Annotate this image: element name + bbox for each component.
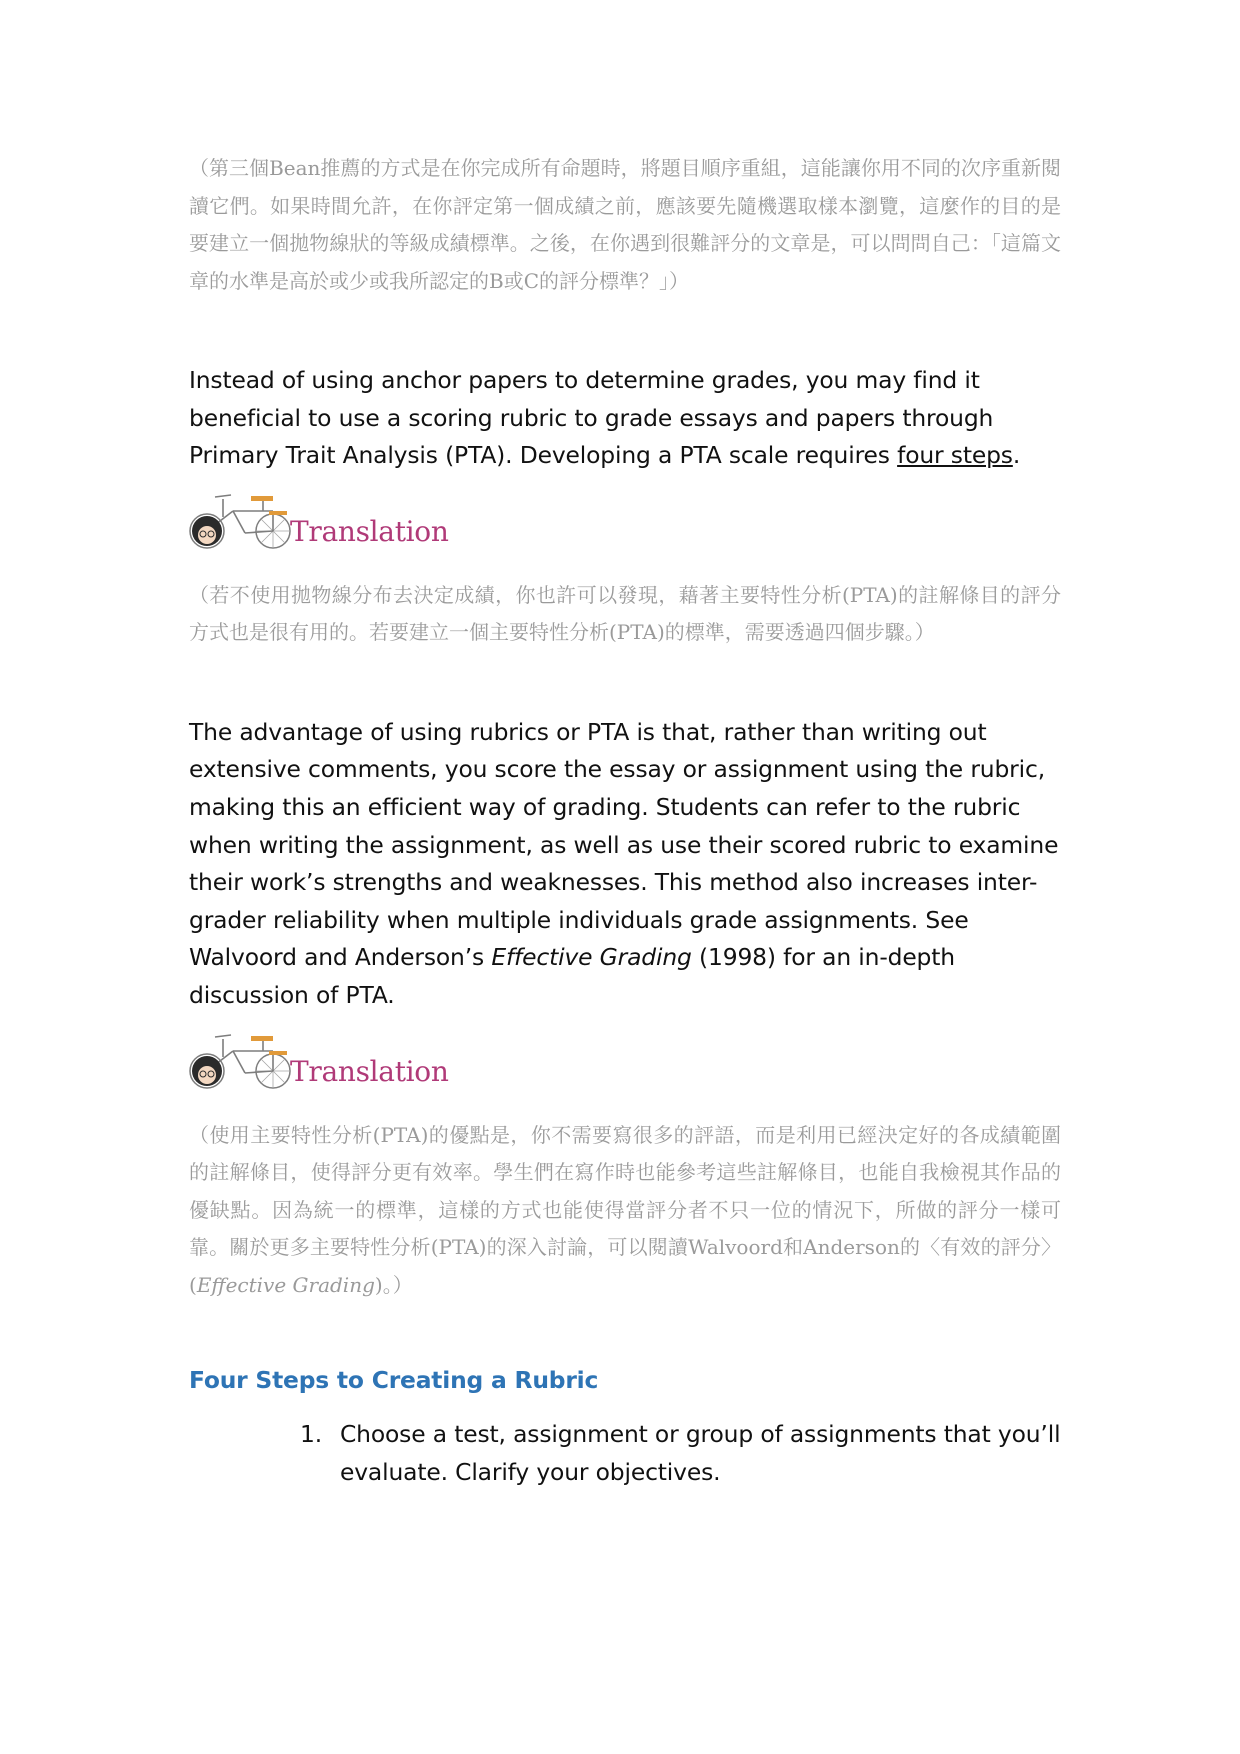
translation-3-tail: )。） [374, 1272, 413, 1297]
step-number: 1. [300, 1420, 323, 1449]
paragraph-2-tail: (1998) for an in-depth discussion of PTA. [189, 943, 955, 1009]
step-text: Choose a test, assignment or group of assignments that you’ll evaluate. Clarify your objectives. [340, 1420, 1061, 1486]
translation-label: Translation [290, 1054, 449, 1088]
paragraph-1-text: Instead of using anchor papers to determine grades, you may find it beneficial to use a scoring rubric to grade essays and papers through Primary Trait Analysis (PTA). Developing a PTA scale requires [189, 366, 994, 470]
document-page [189, 150, 1061, 1491]
translation-label: Translation [290, 514, 449, 548]
english-paragraph-2 [189, 714, 1061, 1015]
translation-paragraph-1: （第三個Bean推薦的方式是在你完成所有命題時，將題目順序重組，這能讓你用不同的次序重新閱讀它們。如果時間允許，在你評定第一個成績之前，應該要先隨機選取樣本瀏覽，這麼作的目的是要建立一個拋物線狀的等級成績標準。之後，在你遇到很難評分的文章是，可以問問自己：「這篇文章的水準是高於或少或我所認定的B或C的評分標準？」） [189, 156, 1061, 293]
translation-3-text: （使用主要特性分析(PTA)的優點是，你不需要寫很多的評語，而是利用已經決定好的各成績範圍的註解條目，使得評分更有效率。學生們在寫作時也能參考這些註解條目，也能自我檢視其作品的優缺點。因為統一的標準，這樣的方式也能使得當評分者不只一位的情況下，所做的評分一樣可靠。關於更多主要特性分析(PTA)的深入討論，可以閱讀Walvoord和Anderson的〈有效的評分〉( [189, 1122, 1061, 1297]
translation-3-book-title: Effective Grading [196, 1272, 375, 1297]
book-title: Effective Grading [491, 943, 692, 972]
paragraph-1-period: . [1012, 441, 1021, 470]
paragraph-2-text: The advantage of using rubrics or PTA is that, rather than writing out extensive comments, you score the essay or assignment using the rubric, making this an efficient way of grading. Students can refer to the rubric when writing the assignment, as well as use their scored rubric to examine their work’s strengths and weaknesses. This method also increases inter-grader reliability when multiple individuals grade assignments. See Walvoord and Anderson’s [189, 717, 1059, 972]
list-item [189, 1416, 1061, 1491]
four-steps-link[interactable]: four steps [897, 441, 1013, 470]
translation-paragraph-2: （若不使用拋物線分布去決定成績，你也許可以發現，藉著主要特性分析(PTA)的註解條目的評分方式也是很有用的。若要建立一個主要特性分析(PTA)的標準，需要透過四個步驟。） [189, 582, 1061, 645]
section-heading: Four Steps to Creating a Rubric [189, 1366, 599, 1395]
translation-paragraph-3 [189, 1117, 1061, 1305]
english-paragraph-1 [189, 362, 1061, 475]
steps-list [189, 1416, 1061, 1491]
translation-badge-2 [189, 1029, 449, 1099]
translation-badge-1 [189, 489, 449, 559]
